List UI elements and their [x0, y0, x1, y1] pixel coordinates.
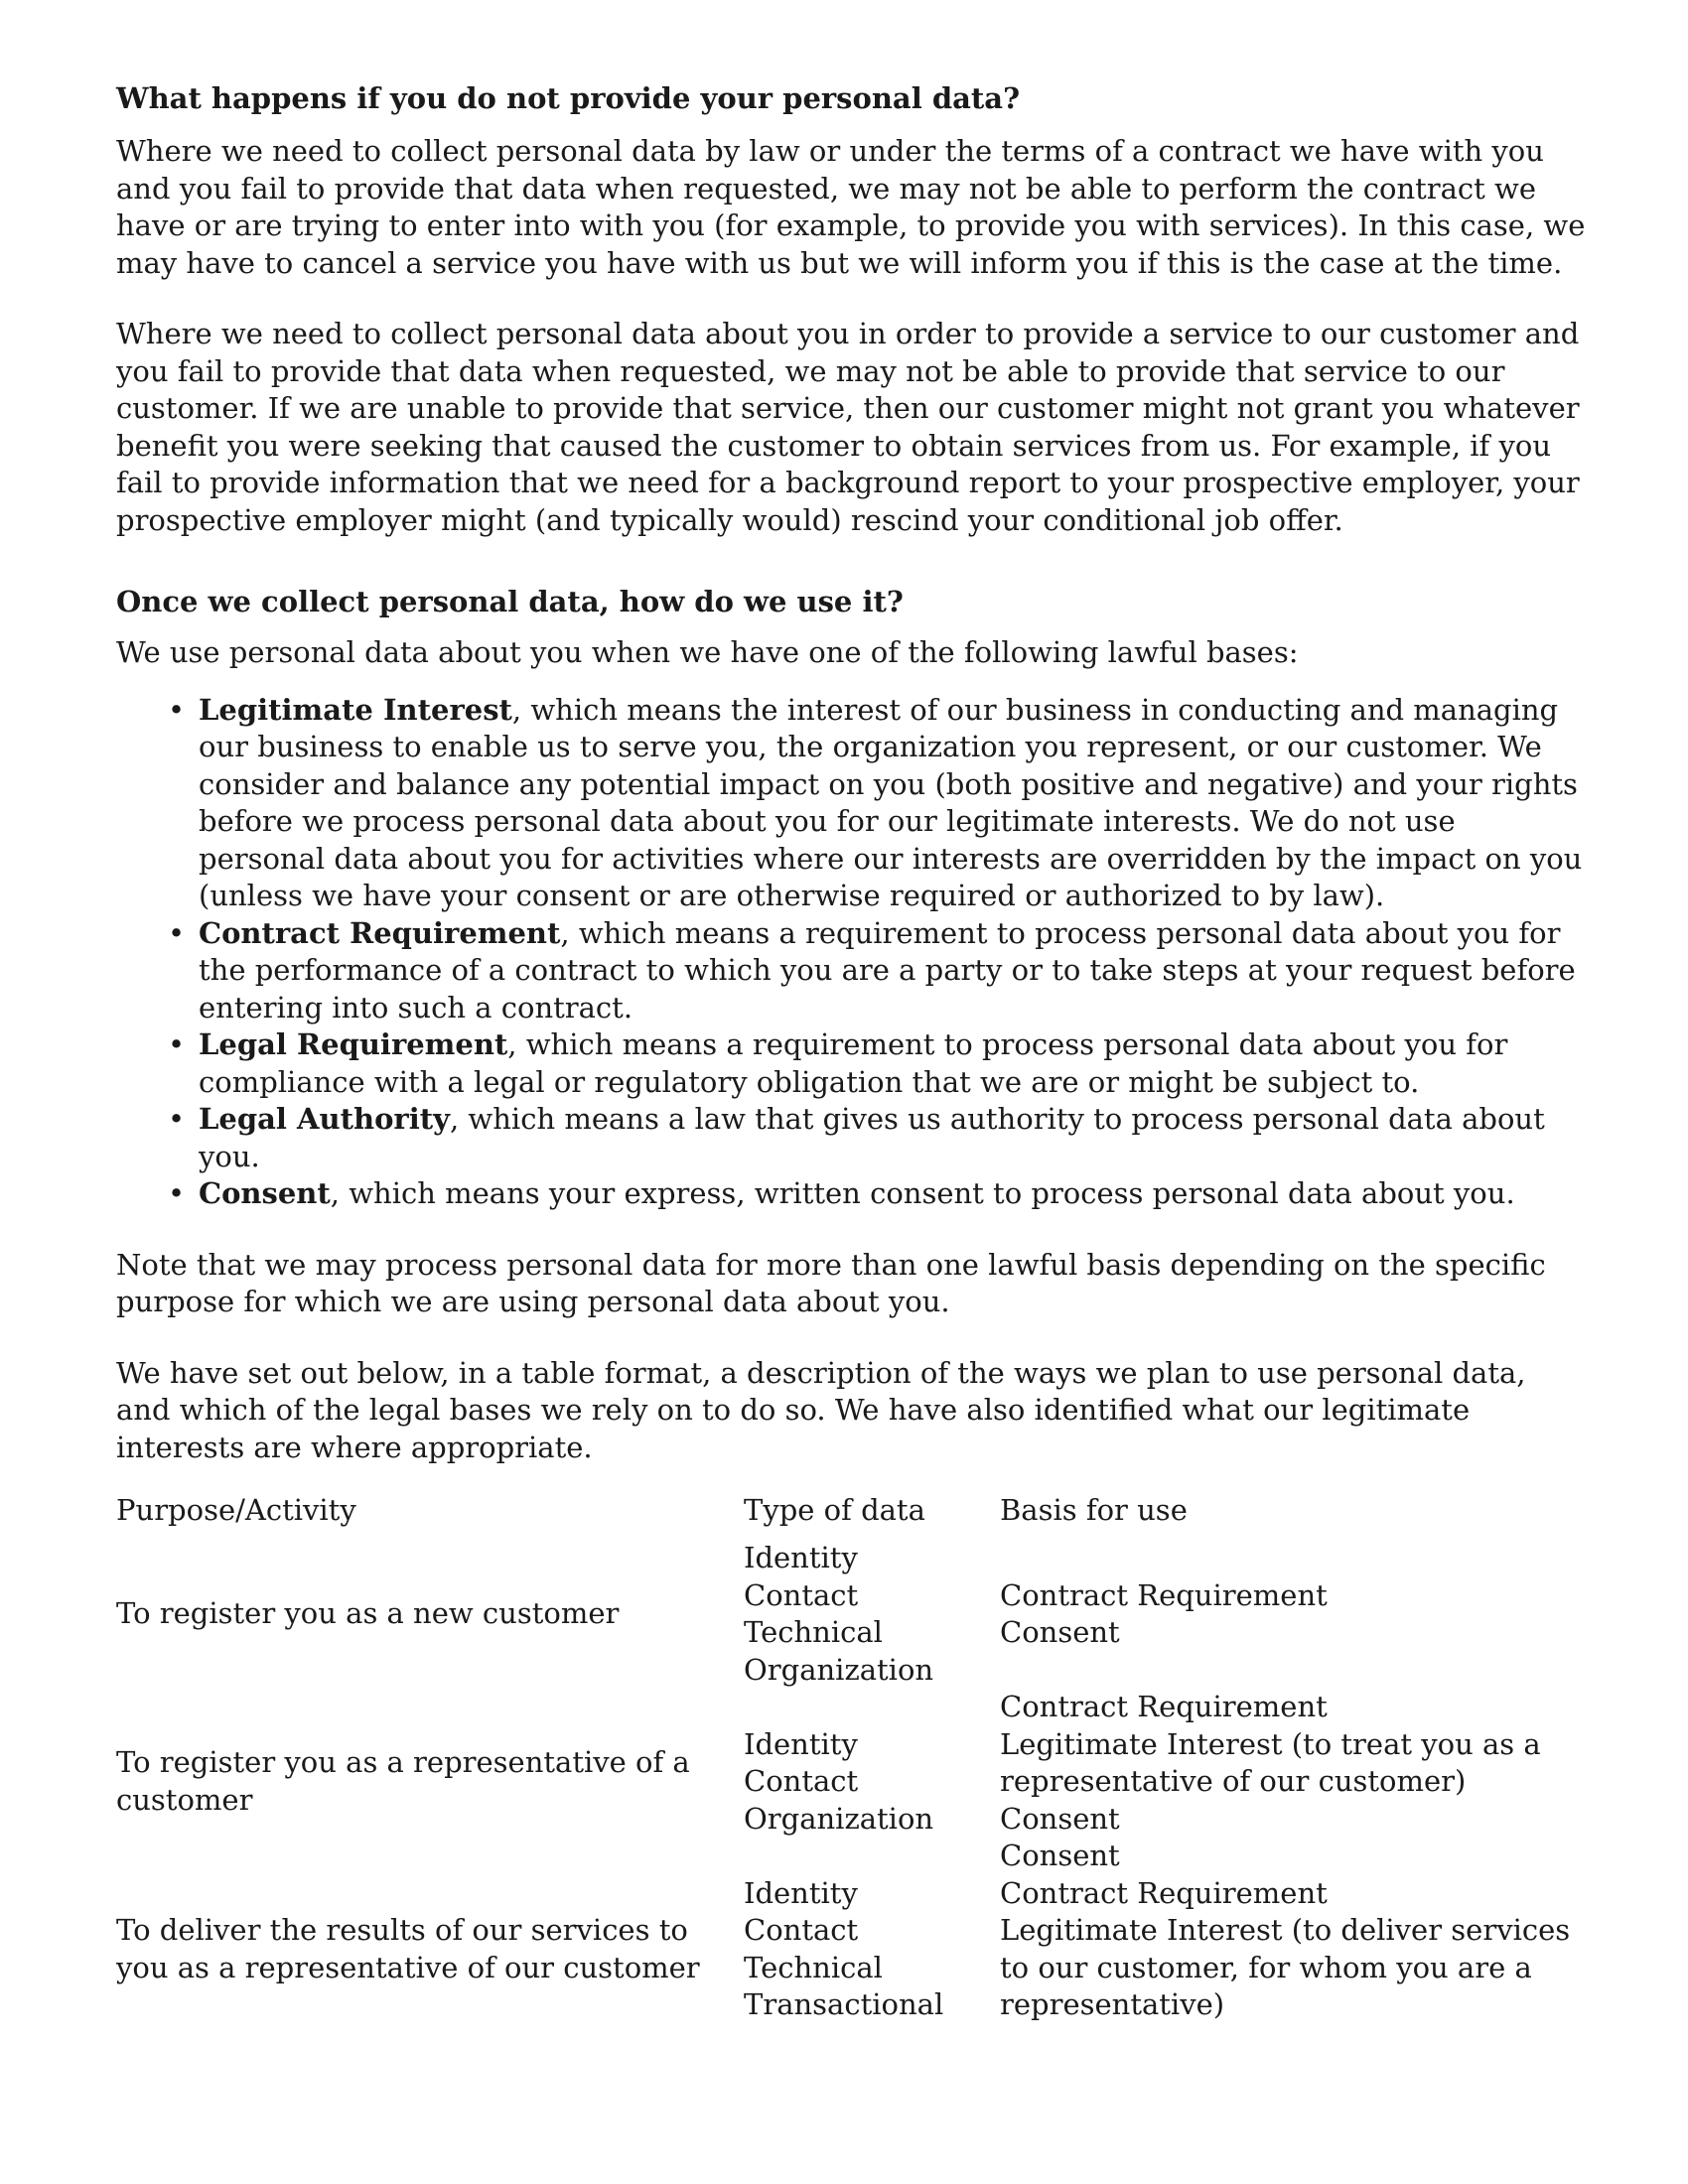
data-type: Contact [744, 1764, 859, 1798]
cell-purpose: To register you as a representative of a customer [116, 1745, 690, 1817]
header-basis: Basis for use [1000, 1493, 1188, 1528]
basis-description: , which means a requirement to process personal data about you for the performance of a contract to which you are a party or to take steps at your request before entering into such a contract. [199, 915, 1576, 1024]
bullet-icon: • [168, 692, 186, 727]
lawful-bases-list [116, 692, 1586, 1213]
table-row [108, 1689, 1578, 1875]
basis-entry: Contract Requirement [1000, 1690, 1328, 1723]
purpose-table [108, 1482, 1578, 2024]
cell-basis [992, 1540, 1578, 1689]
list-item [168, 1101, 1586, 1175]
cell-types [736, 1875, 992, 2024]
paragraph-contract-failure: Where we need to collect personal data by law or under the terms of a contract we have with you and you fail to provide that data when requested, we may not be able to perform the contract we have or are trying to enter into with you (for example, to provide you with services). In this case, we may have to cancel a service you have with us but we will inform you if this is the case at the time. [116, 134, 1586, 280]
list-item [168, 1175, 1586, 1213]
bullet-icon: • [168, 1102, 186, 1136]
data-type: Identity [744, 1541, 858, 1574]
multiple-bases-note: Note that we may process personal data for more than one lawful basis depending on the specific purpose for which we are using personal data about you. [116, 1247, 1546, 1318]
data-type: Identity [744, 1726, 858, 1761]
cell-purpose: To register you as a new customer [116, 1596, 620, 1631]
table-row [108, 1540, 1578, 1689]
paragraph-customer-failure: Where we need to collect personal data about you in order to provide a service to our customer and you fail to provide that data when requested, we may not be able to provide that service to our customer. If we are unable to provide that service, then our customer might not grant you whatever benefit you were seeking that caused the customer to obtain services from us. For example, if you fail to provide information that we need for a background report to your prospective employer, your prospective employer might (and typically would) rescind your conditional job offer. [116, 317, 1580, 537]
list-item [168, 915, 1586, 1027]
basis-entry: Contract Requirement [1000, 1875, 1328, 1910]
basis-term: Consent [199, 1176, 331, 1210]
basis-description: , which means a requirement to process personal data about you for compliance with a legal or regulatory obligation that we are or might be subject to. [199, 1027, 1508, 1099]
basis-term: Legitimate Interest [199, 692, 512, 727]
basis-term: Legal Authority [199, 1102, 450, 1136]
bullet-icon: • [168, 1027, 186, 1061]
list-item [168, 1026, 1586, 1101]
header-type: Type of data [744, 1493, 925, 1528]
data-type: Technical [744, 1950, 883, 1984]
lawful-bases-intro: We use personal data about you when we have one of the following lawful bases: [116, 635, 1299, 669]
data-type: Contact [744, 1577, 859, 1612]
basis-term: Contract Requirement [199, 915, 561, 950]
basis-entry: Legitimate Interest (to treat you as a representative of our customer) [1000, 1726, 1541, 1798]
table-header-row [108, 1482, 1578, 1540]
section-heading-use: Once we collect personal data, how do we use it? [116, 585, 904, 618]
cell-basis [992, 1689, 1578, 1875]
data-type: Organization [744, 1801, 934, 1836]
data-type: Technical [744, 1615, 883, 1649]
cell-types [736, 1540, 992, 1689]
bullet-icon: • [168, 1176, 186, 1210]
cell-purpose: To deliver the results of our services to you as a representative of our customer [116, 1913, 700, 1984]
basis-entry: Consent [1000, 1615, 1120, 1649]
document-page [116, 79, 1586, 2024]
cell-basis [992, 1875, 1578, 2024]
data-type: Contact [744, 1913, 859, 1947]
basis-entry: Legitimate Interest (to deliver services to our customer, for whom you are a representative) [1000, 1913, 1571, 2021]
data-type: Transactional [744, 1987, 944, 2021]
basis-description: , which means your express, written consent to process personal data about you. [330, 1176, 1515, 1210]
table-intro: We have set out below, in a table format, a description of the ways we plan to use personal data, and which of the legal bases we rely on to do so. We have also identified what our legitimate interests are where appropriate. [116, 1355, 1526, 1464]
data-type: Identity [744, 1875, 858, 1910]
basis-entry: Consent [1000, 1801, 1120, 1836]
list-item [168, 692, 1586, 915]
basis-term: Legal Requirement [199, 1027, 508, 1061]
basis-description: , which means the interest of our business in conducting and managing our business to enable us to serve you, the organization you represent, or our customer. We consider and balance any potential impact on you (both positive and negative) and your rights before we process personal data about you for our legitimate interests. We do not use personal data about you for activities where our interests are overridden by the impact on you (unless we have your consent or are otherwise required or authorized to by law). [199, 692, 1583, 912]
basis-entry: Contract Requirement [1000, 1577, 1328, 1612]
data-type: Organization [744, 1652, 934, 1687]
basis-description: , which means a law that gives us authority to process personal data about you. [199, 1102, 1545, 1173]
section-heading-failure: What happens if you do not provide your personal data? [116, 81, 1021, 115]
cell-types [736, 1689, 992, 1875]
table-row [108, 1875, 1578, 2024]
basis-entry: Consent [1000, 1839, 1120, 1872]
bullet-icon: • [168, 915, 186, 950]
header-purpose: Purpose/Activity [116, 1493, 356, 1528]
